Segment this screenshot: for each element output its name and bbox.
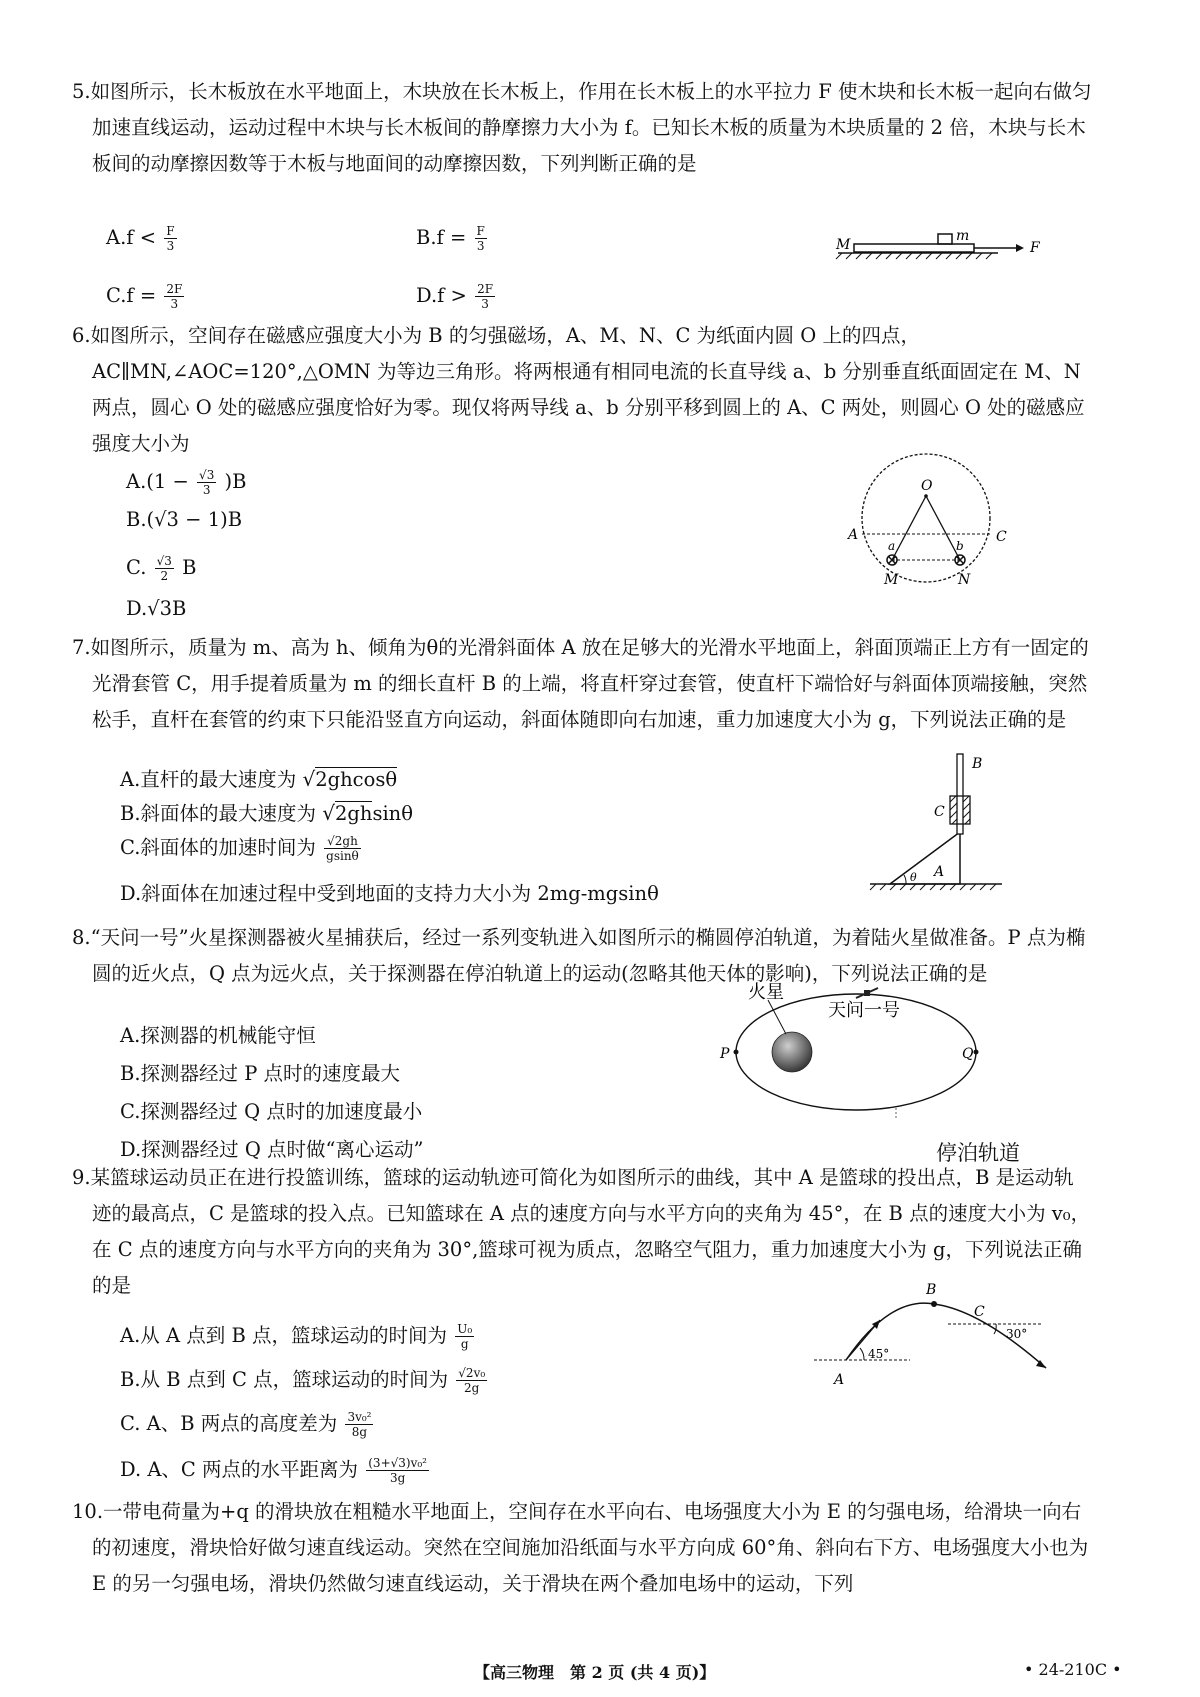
q6-option-d: D.√3B (126, 597, 187, 620)
q5-label-M: M (836, 237, 851, 253)
q6-label-b: b (956, 539, 964, 553)
q8-option-b: B.探测器经过 P 点时的速度最大 (120, 1062, 401, 1085)
q6-label-a: a (888, 539, 896, 553)
q8-label-mars: 火星 (748, 982, 784, 1003)
q9-option-a: A.从 A 点到 B 点，篮球运动的时间为 $\frac{\text{U₀}}{g}$ (120, 1322, 473, 1351)
q6-label-M: M (884, 572, 899, 588)
q7-figure-incline (862, 750, 1012, 910)
q8-label-probe: 天问一号 (828, 1000, 900, 1021)
q9-option-b: B.从 B 点到 C 点，篮球运动的时间为 $\frac{\text{√2v₀}}{2g}$ (120, 1366, 486, 1395)
q8-figure-orbit (720, 980, 988, 1120)
question-7 (72, 630, 1092, 738)
question-10 (72, 1494, 1092, 1602)
q5-option-b: B.f = $\frac{F}{3}$ (416, 224, 485, 253)
q5-label-m: m (956, 228, 970, 244)
q9-option-d: D. A、C 两点的水平距离为 $\frac{\text{(3+√3)v₀²}}{3g}$ (120, 1456, 427, 1485)
q8-option-c: C.探测器经过 Q 点时的加速度最小 (120, 1100, 423, 1123)
q7-option-a: A.直杆的最大速度为 √2ghcosθ (120, 767, 398, 791)
exam-code: • 24-210C • (1024, 1660, 1122, 1679)
page-footer: 【高三物理 第 2 页 (共 4 页)】 (474, 1663, 716, 1682)
question-8-stem: 8.“天问一号”火星探测器被火星捕获后，经过一系列变轨进入如图所示的椭圆停泊轨道，为着陆火星做准备。P 点为椭圆的近火点，Q 点为远火点，关于探测器在停泊轨道上的运动(忽略其他天体的影响)，下列说法正确的是 (72, 926, 1086, 985)
q6-label-A: A (848, 527, 859, 543)
q7-option-c: C.斜面体的加速时间为 $\frac{√2gh}{gsin\theta}$ (120, 834, 359, 863)
q7-option-b: B.斜面体的最大速度为 √2ghsinθ (120, 801, 413, 825)
q9-label-45: 45° (868, 1347, 890, 1361)
q8-label-Q: Q (962, 1046, 974, 1062)
q7-label-theta: θ (910, 871, 917, 884)
question-7-stem: 7.如图所示，质量为 m、高为 h、倾角为θ的光滑斜面体 A 放在足够大的光滑水平地面上，斜面顶端正上方有一固定的光滑套管 C，用手提着质量为 m 的细长直杆 B 的上端，将直杆穿过套管，使直杆下端恰好与斜面体顶端接触，突然松手，直杆在套管的约束下只能沿竖直方向运动，斜面体随即向右加速，重力加速度大小为 g，下列说法正确的是 (72, 636, 1089, 731)
q7-label-C: C (934, 804, 945, 820)
q6-label-C: C (996, 529, 1007, 545)
q5-option-a: A.f < $\frac{F}{3}$ (106, 224, 175, 253)
q9-figure-trajectory (810, 1280, 1060, 1390)
q9-label-B: B (926, 1282, 937, 1298)
q6-option-b: B.(√3 − 1)B (126, 508, 243, 531)
q8-figure-caption: 停泊轨道 (936, 1141, 1020, 1165)
q9-label-C: C (974, 1304, 985, 1320)
q8-option-a: A.探测器的机械能守恒 (120, 1024, 316, 1047)
question-5 (72, 74, 1092, 182)
q8-option-d: D.探测器经过 Q 点时做“离心运动” (120, 1138, 424, 1161)
q5-option-c: C.f = $\frac{2F}{3}$ (106, 282, 183, 311)
q8-label-P: P (720, 1046, 730, 1062)
q6-label-N: N (958, 572, 971, 588)
q9-label-A: A (834, 1372, 845, 1388)
q6-option-c: C. $\frac{√3}{2}$ B (126, 554, 197, 583)
question-6 (72, 318, 1092, 462)
q5-option-d: D.f > $\frac{2F}{3}$ (416, 282, 494, 311)
question-5-stem: 5.如图所示，长木板放在水平地面上，木块放在长木板上，作用在长木板上的水平拉力 F 使木块和长木板一起向右做匀加速直线运动，运动过程中木块与长木板间的静摩擦力大小为 f。已知长木板的质量为木块质量的 2 倍，木块与长木板间的动摩擦因数等于木板与地面间的动摩擦因数，下列判断正确的是 (72, 80, 1092, 175)
q6-figure-circle (848, 446, 1018, 591)
q9-option-c: C. A、B 两点的高度差为 $\frac{\text{3v₀²}}{8g}$ (120, 1410, 372, 1439)
q9-label-30: 30° (1006, 1327, 1028, 1341)
q5-label-F: F (1030, 240, 1040, 256)
q5-figure-board-block (828, 228, 1048, 268)
question-9-stem: 9.某篮球运动员正在进行投篮训练，篮球的运动轨迹可简化为如图所示的曲线，其中 A 是篮球的投出点，B 是运动轨迹的最高点，C 是篮球的投入点。已知篮球在 A 点的速度方向与水平方向的夹角为 45°，在 B 点的速度大小为 v₀，在 C 点的速度方向与水平方向的夹角为 30°,篮球可视为质点，忽略空气阻力，重力加速度大小为 g，下列说法正确的是 (72, 1166, 1091, 1297)
question-10-stem: 10.一带电荷量为+q 的滑块放在粗糙水平地面上，空间存在水平向右、电场强度大小为 E 的匀强电场，给滑块一向右的初速度，滑块恰好做匀速直线运动。突然在空间施加沿纸面与水平方向成 60°角、斜向右下方、电场强度大小也为 E 的另一匀强电场，滑块仍然做匀速直线运动，关于滑块在两个叠加电场中的运动，下列 (72, 1500, 1089, 1595)
q6-option-a: A.(1 − $\frac{√3}{3}$ )B (126, 468, 247, 497)
q7-option-d: D.斜面体在加速过程中受到地面的支持力大小为 2mg-mgsinθ (120, 882, 659, 905)
q6-label-O: O (921, 478, 933, 494)
probe-icon (856, 988, 878, 998)
q7-label-B: B (972, 756, 983, 772)
question-6-stem: 6.如图所示，空间存在磁感应强度大小为 B 的匀强磁场，A、M、N、C 为纸面内圆 O 上的四点，AC∥MN,∠AOC=120°,△OMN 为等边三角形。将两根通有相同电流的长直导线 a、b 分别垂直纸面固定在 M、N 两点，圆心 O 处的磁感应强度恰好为零。现仅将两导线 a、b 分别平移到圆上的 A、C 两处，则圆心 O 处的磁感应强度大小为 (72, 324, 1085, 455)
q7-label-A: A (934, 864, 945, 880)
